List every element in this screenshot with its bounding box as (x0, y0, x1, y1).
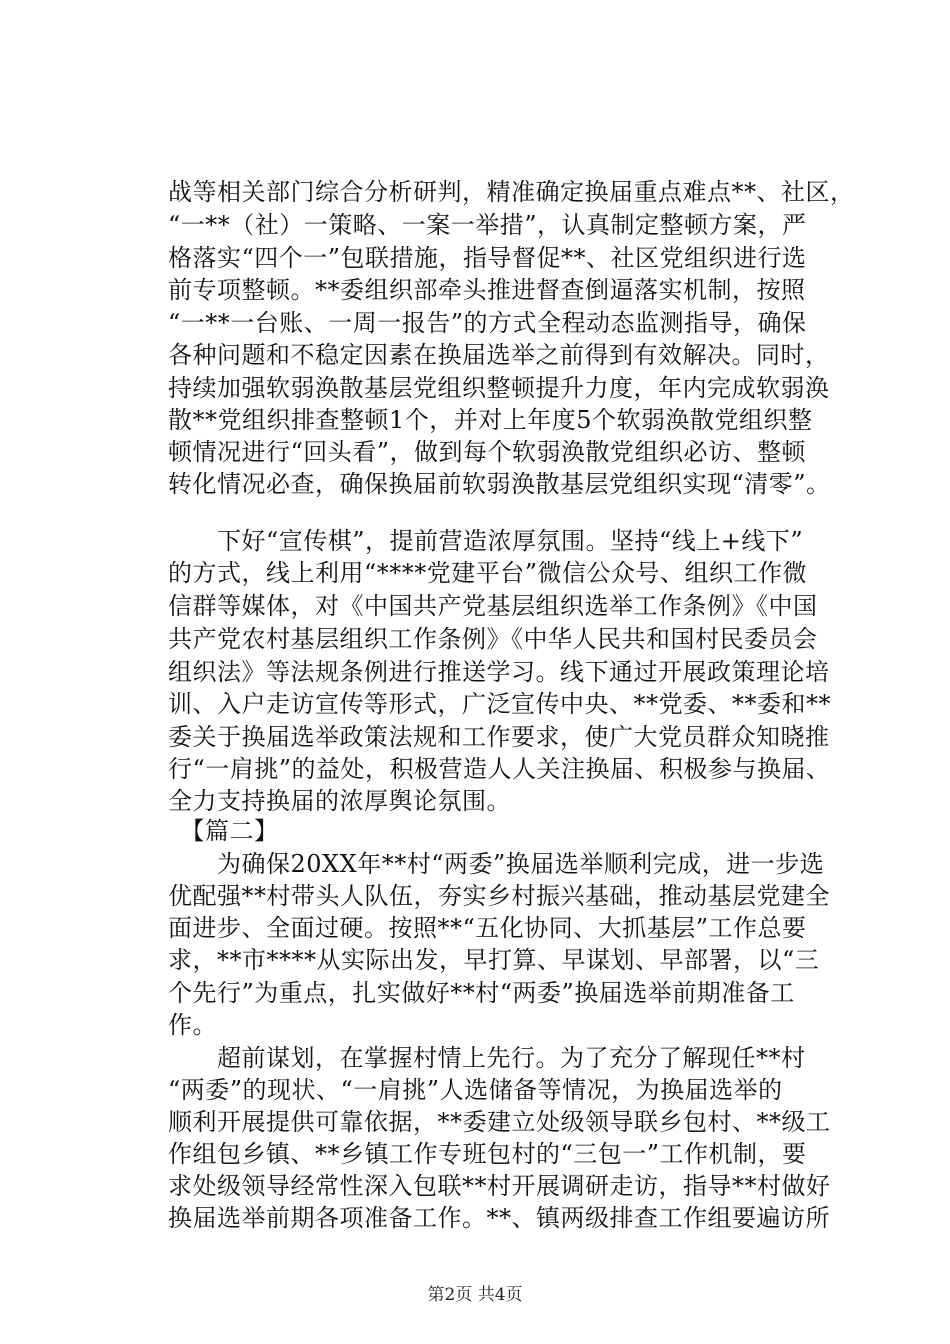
text-line: 转化情况必查，确保换届前软弱涣散基层党组织实现“清零”。 (168, 470, 831, 498)
text-line: 持续加强软弱涣散基层党组织整顿提升力度，年内完成软弱涣 (168, 374, 830, 402)
text-line: 优配强**村带头人队伍，夯实乡村振兴基础，推动基层党建全 (168, 882, 830, 910)
text-line: 【篇二】 (168, 817, 279, 845)
text-line: 组织法》等法规条例进行推送学习。线下通过开展政策理论培 (168, 658, 830, 686)
text-line: 作。 (168, 1011, 217, 1039)
text-line: 的方式，线上利用“****党建平台”微信公众号、组织工作微 (168, 559, 808, 587)
text-line: 信群等媒体，对《中国共产党基层组织选举工作条例》《中国 (168, 592, 818, 620)
text-line: “两委”的现状、“一肩挑”人选储备等情况，为换届选举的 (168, 1076, 783, 1104)
page-footer: 第2页 共4页 (427, 1285, 523, 1305)
text-line: 共产党农村基层组织工作条例》《中华人民共和国村民委员会 (168, 625, 818, 653)
text-line: “一**（社）一策略、一案一举措”，认真制定整顿方案，严 (168, 211, 807, 239)
text-line: “一**一台账、一周一报告”的方式全程动态监测指导，确保 (168, 309, 807, 337)
text-line: 格落实“四个一”包联措施，指导督促**、社区党组织进行选 (168, 244, 807, 272)
text-line: 顺利开展提供可靠依据，**委建立处级领导联乡包村、**级工 (168, 1108, 831, 1136)
text-line: 下好“宣传棋”，提前营造浓厚氛围。坚持“线上+线下” (168, 527, 804, 555)
text-line: 顿情况进行“回头看”，做到每个软弱涣散党组织必访、整顿 (168, 438, 807, 466)
text-line: 超前谋划，在掌握村情上先行。为了充分了解现任**村 (168, 1044, 806, 1072)
text-line: 换届选举前期各项准备工作。**、镇两级排查工作组要遍访所 (168, 1204, 830, 1232)
text-line: 求处级领导经常性深入包联**村开展调研走访，指导**村做好 (168, 1172, 831, 1200)
text-line: 散**党组织排查整顿1个，并对上年度5个软弱涣散党组织整 (168, 406, 813, 434)
text-line: 面进步、全面过硬。按照**“五化协同、大抓基层”工作总要 (168, 914, 807, 942)
text-line: 前专项整顿。**委组织部牵头推进督查倒逼落实机制，按照 (168, 276, 806, 304)
text-line: 行“一肩挑”的益处，积极营造人人关注换届、积极参与换届、 (168, 755, 831, 783)
text-line: 委关于换届选举政策法规和工作要求，使广大党员群众知晓推 (168, 723, 830, 751)
text-line: 作组包乡镇、**乡镇工作专班包村的“三包一”工作机制，要 (168, 1140, 807, 1168)
text-line: 全力支持换届的浓厚舆论氛围。 (168, 787, 511, 815)
text-line: 求，**市****从实际出发，早打算、早谋划、早部署，以“三 (168, 946, 820, 974)
text-line: 战等相关部门综合分析研判，精准确定换届重点难点**、社区， (168, 178, 855, 206)
text-line: 为确保20XX年**村“两委”换届选举顺利完成，进一步选 (168, 850, 825, 878)
text-line: 训、入户走访宣传等形式，广泛宣传中央、**党委、**委和** (168, 690, 831, 718)
text-line: 各种问题和不稳定因素在换届选举之前得到有效解决。同时， (168, 341, 830, 369)
text-line: 个先行”为重点，扎实做好**村“两委”换届选举前期准备工 (168, 979, 795, 1007)
